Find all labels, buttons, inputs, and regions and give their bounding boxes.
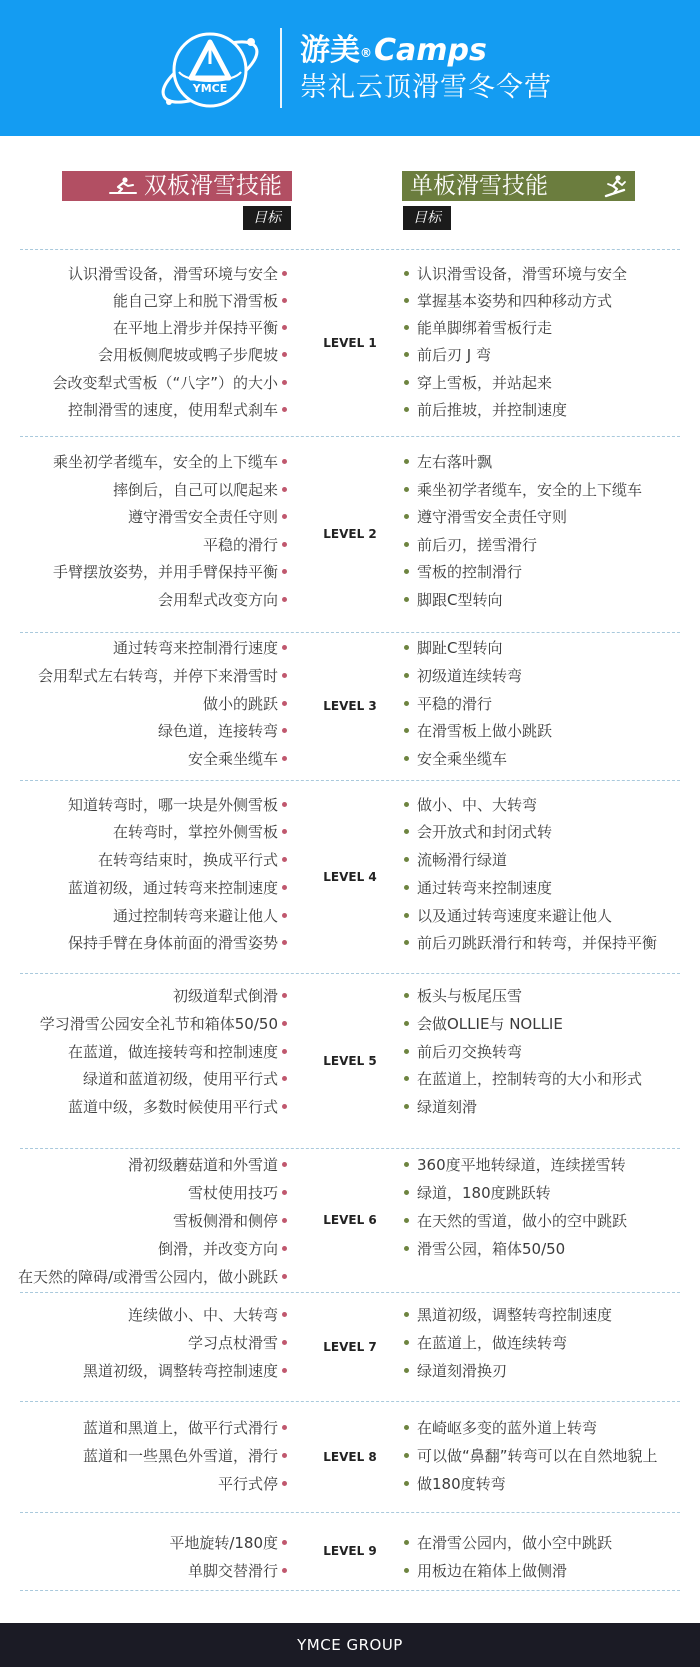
snowboard-column-header (402, 171, 635, 201)
snowboarder-icon (602, 174, 628, 198)
ski-goal-item (113, 480, 287, 500)
goal-text: 以及通过转弯速度来避让他人 (417, 907, 613, 925)
ski-goal-item (188, 1183, 287, 1203)
goal-text: 认识滑雪设备，滑雪环境与安全 (417, 265, 628, 283)
snowboard-goal-tag: 目标 (403, 206, 451, 230)
goal-text: 会开放式和封闭式转 (417, 823, 553, 841)
ski-column-header (62, 171, 292, 201)
snowboard-goal-item (404, 291, 612, 311)
dashed-divider (20, 632, 680, 633)
ski-goal-item (53, 452, 287, 472)
bullet-icon (282, 597, 287, 602)
goal-text: 黑道初级，调整转弯控制速度 (417, 1306, 613, 1324)
ski-goal-item (188, 749, 287, 769)
bullet-icon (282, 271, 287, 276)
bullet-icon (404, 829, 409, 834)
header-banner (0, 0, 700, 136)
goal-text: 乘坐初学者缆车，安全的上下缆车 (417, 481, 643, 499)
ski-goal-item (38, 666, 287, 686)
bullet-icon (404, 913, 409, 918)
goal-text: 在滑雪公园内，做小空中跳跃 (417, 1534, 613, 1552)
bullet-icon (404, 1312, 409, 1317)
ski-goal-item (83, 1446, 287, 1466)
ski-goal-item (68, 264, 287, 284)
goal-text: 在转弯结束时，换成平行式 (97, 851, 278, 869)
bullet-icon (282, 1190, 287, 1195)
goal-text: 倒滑，并改变方向 (157, 1240, 278, 1258)
goal-text: 在转弯时，掌控外侧雪板 (112, 823, 278, 841)
goal-text: 会做OLLIE与 NOLLIE (417, 1015, 563, 1033)
page-subtitle: 崇礼云顶滑雪冬令营 (300, 72, 552, 103)
bullet-icon (282, 701, 287, 706)
bullet-icon (282, 1540, 287, 1545)
logo-text: YMCE (192, 82, 228, 95)
bullet-icon (404, 1340, 409, 1345)
bullet-icon (282, 940, 287, 945)
bullet-icon (404, 380, 409, 385)
bullet-icon (282, 298, 287, 303)
bullet-icon (282, 1162, 287, 1167)
bullet-icon (282, 1274, 287, 1279)
goal-text: 脚跟C型转向 (417, 591, 503, 609)
ski-goal-item (113, 638, 287, 658)
bullet-icon (404, 728, 409, 733)
ski-goal-item (68, 933, 287, 953)
goal-text: 初级道犁式倒滑 (172, 987, 278, 1005)
snowboard-goal-item (404, 1305, 612, 1325)
snowboard-goal-item (404, 850, 507, 870)
level-label: LEVEL 6 (323, 1213, 377, 1227)
goal-text: 遵守滑雪安全责任守则 (127, 508, 278, 526)
bullet-icon (282, 459, 287, 464)
bullet-icon (404, 487, 409, 492)
snowboard-goal-item (404, 264, 627, 284)
bullet-icon (404, 271, 409, 276)
goal-text: 会用犁式左右转弯，并停下来滑雪时 (37, 667, 278, 685)
goal-text: 能自己穿上和脱下滑雪板 (112, 292, 278, 310)
bullet-icon (404, 1162, 409, 1167)
bullet-icon (282, 1368, 287, 1373)
bullet-icon (404, 802, 409, 807)
snowboard-goal-item (404, 373, 552, 393)
goal-text: 掌握基本姿势和四种移动方式 (417, 292, 613, 310)
ski-goal-item (128, 1155, 287, 1175)
goal-text: 知道转弯时，哪一块是外侧雪板 (67, 796, 278, 814)
goal-text: 板头与板尾压雪 (417, 987, 523, 1005)
bullet-icon (282, 1340, 287, 1345)
bullet-icon (404, 1218, 409, 1223)
goal-text: 做小的跳跃 (202, 695, 278, 713)
bullet-icon (404, 1021, 409, 1026)
level-label: LEVEL 5 (323, 1054, 377, 1068)
ski-goal-item (18, 1267, 287, 1287)
snowboard-goal-item (404, 822, 552, 842)
ski-goal-item (203, 535, 287, 555)
goal-text: 单脚交替滑行 (187, 1562, 278, 1580)
ski-goal-item (68, 400, 287, 420)
goal-text: 做小、中、大转弯 (417, 796, 538, 814)
bullet-icon (404, 756, 409, 761)
goal-text: 初级道连续转弯 (417, 667, 523, 685)
goal-text: 平稳的滑行 (202, 536, 278, 554)
ski-goal-item (128, 1305, 287, 1325)
goal-text: 手臂摆放姿势，并用手臂保持平衡 (52, 563, 278, 581)
goal-text: 前后刃跳跃滑行和转弯，并保持平衡 (417, 934, 658, 952)
ski-goal-item (68, 1042, 287, 1062)
registered-mark: ® (360, 46, 372, 60)
goal-text: 360度平地转绿道，连续搓雪转 (417, 1156, 626, 1174)
snowboard-goal-item (404, 345, 491, 365)
bullet-icon (282, 1076, 287, 1081)
bullet-icon (404, 569, 409, 574)
goal-text: 前后刃交换转弯 (417, 1043, 523, 1061)
snowboard-goal-item (404, 986, 522, 1006)
snowboard-goal-item (404, 452, 492, 472)
goal-text: 保持手臂在身体前面的滑雪姿势 (67, 934, 278, 952)
snowboard-goal-item (404, 878, 552, 898)
bullet-icon (404, 1540, 409, 1545)
bullet-icon (404, 514, 409, 519)
footer: YMCE GROUP (0, 1623, 700, 1667)
bullet-icon (404, 885, 409, 890)
goal-text: 在平地上滑步并保持平衡 (112, 319, 278, 337)
goal-text: 平地旋转/180度 (169, 1534, 278, 1552)
ski-goal-tag: 目标 (243, 206, 291, 230)
goal-text: 会用板侧爬坡或鸭子步爬坡 (97, 346, 278, 364)
dashed-divider (20, 1148, 680, 1149)
goal-text: 在蓝道，做连接转弯和控制速度 (67, 1043, 278, 1061)
brand-en: Camps (374, 33, 487, 68)
bullet-icon (282, 673, 287, 678)
ski-goal-item (158, 590, 287, 610)
goal-text: 在天然的障碍/或滑雪公园内，做小跳跃 (17, 1268, 278, 1286)
ski-goal-item (68, 878, 287, 898)
bullet-icon (404, 701, 409, 706)
logo-divider (280, 28, 282, 108)
bullet-icon (404, 645, 409, 650)
goal-text: 滑雪公园，箱体50/50 (417, 1240, 566, 1258)
snowboard-goal-item (404, 666, 522, 686)
goal-text: 可以做“鼻翻”转弯可以在自然地貌上 (417, 1447, 658, 1465)
ski-goal-item (113, 318, 287, 338)
goal-text: 流畅滑行绿道 (417, 851, 508, 869)
goal-text: 蓝道初级，通过转弯来控制速度 (67, 879, 278, 897)
bullet-icon (282, 1453, 287, 1458)
snowboard-goal-item (404, 1333, 567, 1353)
brand-title (300, 34, 487, 68)
ski-goal-item (68, 795, 287, 815)
bullet-icon (404, 1104, 409, 1109)
bullet-icon (404, 1568, 409, 1573)
snowboard-goal-item (404, 1183, 551, 1203)
goal-text: 会用犁式改变方向 (157, 591, 278, 609)
bullet-icon (404, 352, 409, 357)
bullet-icon (404, 1049, 409, 1054)
goal-text: 滑初级蘑菇道和外雪道 (127, 1156, 278, 1174)
ski-goal-item (169, 1533, 287, 1553)
ski-goal-item (218, 1474, 287, 1494)
goal-text: 控制滑雪的速度，使用犁式刹车 (67, 401, 278, 419)
bullet-icon (282, 1218, 287, 1223)
goal-text: 绿道和蓝道初级，使用平行式 (82, 1070, 278, 1088)
goal-text: 脚趾C型转向 (417, 639, 503, 657)
ski-goal-item (98, 850, 287, 870)
goal-text: 连续做小、中、大转弯 (127, 1306, 278, 1324)
bullet-icon (282, 645, 287, 650)
ski-goal-item (83, 1361, 287, 1381)
goal-text: 绿道刻滑换刃 (417, 1362, 508, 1380)
bullet-icon (404, 542, 409, 547)
goal-text: 在天然的雪道，做小的空中跳跃 (417, 1212, 628, 1230)
goal-text: 平稳的滑行 (417, 695, 493, 713)
goal-text: 做180度转弯 (417, 1475, 506, 1493)
bullet-icon (282, 325, 287, 330)
snowboard-goal-item (404, 906, 612, 926)
snowboard-goal-item (404, 1446, 658, 1466)
ski-goal-item (113, 822, 287, 842)
goal-text: 绿色道，连接转弯 (157, 722, 278, 740)
bullet-icon (404, 407, 409, 412)
goal-text: 雪板侧滑和侧停 (172, 1212, 278, 1230)
ski-goal-item (98, 345, 287, 365)
snowboard-goal-item (404, 480, 642, 500)
dashed-divider (20, 1401, 680, 1402)
ski-goal-item (113, 906, 287, 926)
goal-text: 遵守滑雪安全责任守则 (417, 508, 568, 526)
goal-text: 认识滑雪设备，滑雪环境与安全 (67, 265, 278, 283)
snowboard-goal-item (404, 1561, 567, 1581)
dashed-divider (20, 249, 680, 250)
ski-goal-item (83, 1069, 287, 1089)
bullet-icon (404, 1368, 409, 1373)
ski-goal-item (203, 694, 287, 714)
bullet-icon (404, 1246, 409, 1251)
ski-goal-item (40, 1014, 287, 1034)
goal-text: 学习点杖滑雪 (187, 1334, 278, 1352)
snowboard-goal-item (404, 1533, 612, 1553)
goal-text: 通过转弯来控制速度 (417, 879, 553, 897)
snowboard-goal-item (404, 507, 567, 527)
goal-text: 在蓝道上，控制转弯的大小和形式 (417, 1070, 643, 1088)
snowboard-goal-item (404, 1069, 642, 1089)
bullet-icon (282, 1049, 287, 1054)
bullet-icon (282, 569, 287, 574)
goal-text: 在蓝道上，做连续转弯 (417, 1334, 568, 1352)
goal-text: 用板边在箱体上做侧滑 (417, 1562, 568, 1580)
dashed-divider (20, 436, 680, 437)
bullet-icon (404, 1453, 409, 1458)
snowboard-goal-item (404, 1014, 563, 1034)
snowboard-goal-item (404, 1474, 506, 1494)
snowboard-goal-item (404, 933, 657, 953)
bullet-icon (404, 459, 409, 464)
bullet-icon (282, 885, 287, 890)
bullet-icon (404, 325, 409, 330)
snowboard-goal-item (404, 638, 502, 658)
bullet-icon (404, 597, 409, 602)
ski-goal-item (158, 1239, 287, 1259)
goal-text: 平行式停 (217, 1475, 278, 1493)
bullet-icon (404, 298, 409, 303)
level-label: LEVEL 9 (323, 1544, 377, 1558)
goal-text: 乘坐初学者缆车，安全的上下缆车 (52, 453, 278, 471)
snowboard-goal-item (404, 1211, 627, 1231)
goal-text: 安全乘坐缆车 (187, 750, 278, 768)
bullet-icon (282, 380, 287, 385)
goal-text: 绿道刻滑 (417, 1098, 478, 1116)
snowboard-goal-item (404, 795, 537, 815)
snowboard-goal-item (404, 400, 567, 420)
snowboard-column-title: 单板滑雪技能 (410, 173, 548, 199)
goal-text: 在滑雪板上做小跳跃 (417, 722, 553, 740)
bullet-icon (282, 1568, 287, 1573)
snowboard-goal-item (404, 749, 507, 769)
bullet-icon (404, 857, 409, 862)
bullet-icon (282, 728, 287, 733)
dashed-divider (20, 780, 680, 781)
ski-goal-item (52, 373, 287, 393)
goal-text: 学习滑雪公园安全礼节和箱体50/50 (39, 1015, 278, 1033)
level-label: LEVEL 3 (323, 699, 377, 713)
level-label: LEVEL 1 (323, 336, 377, 350)
ski-goal-item (188, 1333, 287, 1353)
goal-text: 左右落叶飘 (417, 453, 493, 471)
bullet-icon (404, 1425, 409, 1430)
bullet-icon (282, 857, 287, 862)
snowboard-goal-item (404, 562, 522, 582)
dashed-divider (20, 1292, 680, 1293)
bullet-icon (282, 1425, 287, 1430)
goal-text: 绿道，180度跳跃转 (417, 1184, 551, 1202)
goal-text: 雪板的控制滑行 (417, 563, 523, 581)
goal-text: 雪杖使用技巧 (187, 1184, 278, 1202)
snowboard-goal-item (404, 1155, 626, 1175)
level-label: LEVEL 7 (323, 1340, 377, 1354)
goal-text: 在崎岖多变的蓝外道上转弯 (417, 1419, 598, 1437)
ski-goal-item (53, 562, 287, 582)
brand-cn: 游美 (300, 33, 360, 68)
goal-text: 前后推坡，并控制速度 (417, 401, 568, 419)
goal-text: 前后刃 J 弯 (417, 346, 491, 364)
bullet-icon (282, 756, 287, 761)
goal-text: 蓝道和一些黑色外雪道，滑行 (82, 1447, 278, 1465)
dashed-divider (20, 973, 680, 974)
bullet-icon (282, 993, 287, 998)
ski-goal-item (158, 721, 287, 741)
ski-goal-item (188, 1561, 287, 1581)
snowboard-goal-item (404, 1418, 597, 1438)
bullet-icon (282, 1312, 287, 1317)
ski-goal-item (83, 1418, 287, 1438)
ski-goal-item (173, 986, 287, 1006)
bullet-icon (282, 1246, 287, 1251)
snowboard-goal-item (404, 590, 502, 610)
bullet-icon (282, 913, 287, 918)
snowboard-goal-item (404, 318, 552, 338)
level-label: LEVEL 8 (323, 1450, 377, 1464)
goal-text: 摔倒后，自己可以爬起来 (112, 481, 278, 499)
bullet-icon (404, 940, 409, 945)
goal-text: 通过控制转弯来避让他人 (112, 907, 278, 925)
snowboard-goal-item (404, 1361, 507, 1381)
goal-text: 会改变犁式雪板（“八字”）的大小 (52, 374, 278, 392)
goal-text: 通过转弯来控制滑行速度 (112, 639, 278, 657)
goal-text: 黑道初级，调整转弯控制速度 (82, 1362, 278, 1380)
snowboard-goal-item (404, 1239, 565, 1259)
ski-goal-item (173, 1211, 287, 1231)
bullet-icon (404, 1481, 409, 1486)
goal-text: 能单脚绑着雪板行走 (417, 319, 553, 337)
goal-text: 穿上雪板，并站起来 (417, 374, 553, 392)
dashed-divider (20, 1590, 680, 1591)
snowboard-goal-item (404, 721, 552, 741)
bullet-icon (282, 542, 287, 547)
snowboard-goal-item (404, 535, 537, 555)
bullet-icon (404, 993, 409, 998)
bullet-icon (404, 673, 409, 678)
ski-goal-item (128, 507, 287, 527)
bullet-icon (282, 1481, 287, 1486)
snowboard-goal-item (404, 694, 492, 714)
skier-icon (108, 176, 138, 196)
ski-goal-item (113, 291, 287, 311)
ski-goal-item (68, 1097, 287, 1117)
goal-text: 蓝道中级，多数时候使用平行式 (67, 1098, 278, 1116)
goal-text: 前后刃，搓雪滑行 (417, 536, 538, 554)
level-label: LEVEL 2 (323, 527, 377, 541)
bullet-icon (404, 1076, 409, 1081)
goal-text: 安全乘坐缆车 (417, 750, 508, 768)
bullet-icon (282, 352, 287, 357)
bullet-icon (282, 1104, 287, 1109)
snowboard-goal-item (404, 1097, 477, 1117)
bullet-icon (282, 829, 287, 834)
ymce-logo-icon (155, 20, 265, 120)
bullet-icon (404, 1190, 409, 1195)
dashed-divider (20, 1512, 680, 1513)
bullet-icon (282, 487, 287, 492)
bullet-icon (282, 1021, 287, 1026)
bullet-icon (282, 802, 287, 807)
bullet-icon (282, 407, 287, 412)
level-label: LEVEL 4 (323, 870, 377, 884)
bullet-icon (282, 514, 287, 519)
goal-text: 蓝道和黑道上，做平行式滑行 (82, 1419, 278, 1437)
snowboard-goal-item (404, 1042, 522, 1062)
ski-column-title: 双板滑雪技能 (144, 173, 282, 199)
